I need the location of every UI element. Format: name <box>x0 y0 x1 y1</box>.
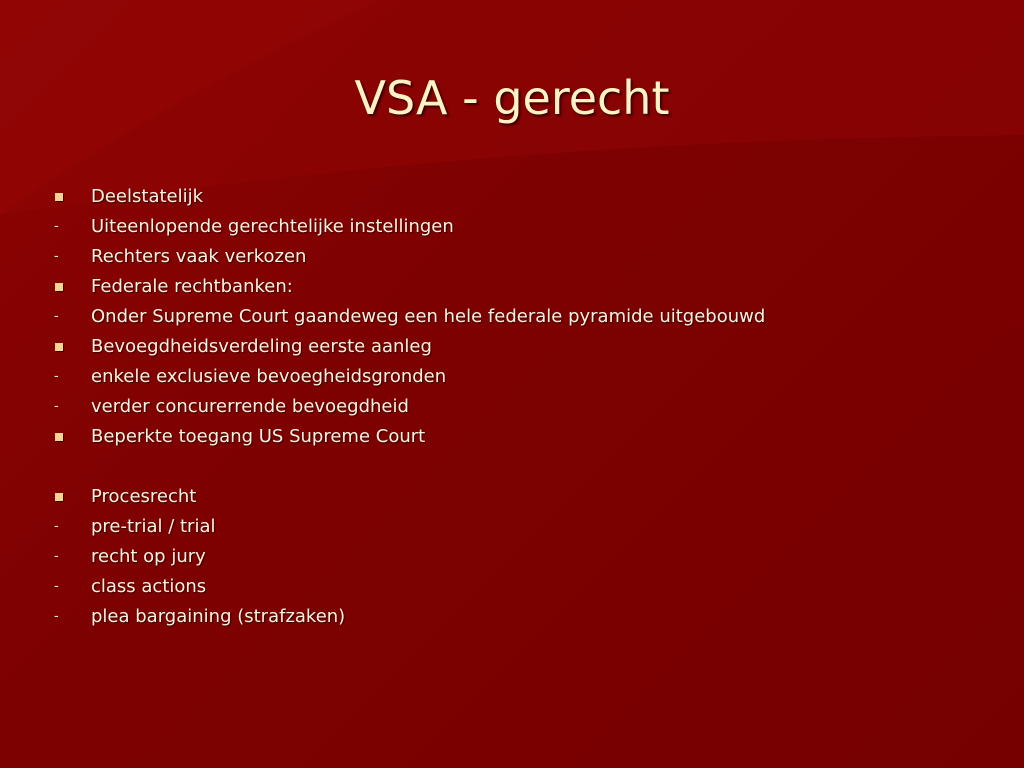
bullet-item <box>52 272 765 302</box>
bullet-item <box>52 362 765 392</box>
bullet-text: Beperkte toegang US Supreme Court <box>91 426 426 447</box>
bullet-square-icon <box>52 482 72 512</box>
bullet-text: recht op jury <box>91 546 206 567</box>
bullet-text: Uiteenlopende gerechtelijke instellingen <box>91 216 454 237</box>
bullet-square-icon <box>52 332 72 362</box>
bullet-item <box>52 302 765 332</box>
bullet-text: Procesrecht <box>91 486 197 507</box>
bullet-item <box>52 512 765 542</box>
dash-marker: - <box>54 309 59 324</box>
bullet-item <box>52 542 765 572</box>
bullet-text: enkele exclusieve bevoegheidsgronden <box>91 366 447 387</box>
bullet-text: Deelstatelijk <box>91 186 204 207</box>
dash-marker: - <box>54 549 59 564</box>
bullet-text: Onder Supreme Court gaandeweg een hele federale pyramide uitgebouwd <box>91 306 766 327</box>
bullet-text: class actions <box>91 576 207 597</box>
dash-marker: - <box>54 399 59 414</box>
bullet-text: pre-trial / trial <box>91 516 216 537</box>
bullet-item <box>52 242 765 272</box>
bullet-square-icon <box>52 422 72 452</box>
bullet-item <box>52 182 765 212</box>
bullet-item <box>52 392 765 422</box>
bullet-list <box>52 182 765 632</box>
bullet-item <box>52 482 765 512</box>
slide-title: VSA - gerecht <box>354 71 670 125</box>
bullet-text: Federale rechtbanken: <box>91 276 293 297</box>
dash-marker: - <box>54 249 59 264</box>
bullet-text: Rechters vaak verkozen <box>91 246 307 267</box>
bullet-item <box>52 332 765 362</box>
bullet-text: plea bargaining (strafzaken) <box>91 606 346 627</box>
bullet-item <box>52 212 765 242</box>
dash-marker: - <box>54 519 59 534</box>
bullet-text: Bevoegdheidsverdeling eerste aanleg <box>91 336 432 357</box>
bullet-square-icon <box>52 272 72 302</box>
bullet-text: verder concurerrende bevoegdheid <box>91 396 409 417</box>
bullet-item <box>52 602 765 632</box>
dash-marker: - <box>54 369 59 384</box>
bullet-item <box>52 422 765 452</box>
dash-marker: - <box>54 609 59 624</box>
dash-marker: - <box>54 219 59 234</box>
dash-marker: - <box>54 579 59 594</box>
bullet-item <box>52 572 765 602</box>
bullet-square-icon <box>52 182 72 212</box>
